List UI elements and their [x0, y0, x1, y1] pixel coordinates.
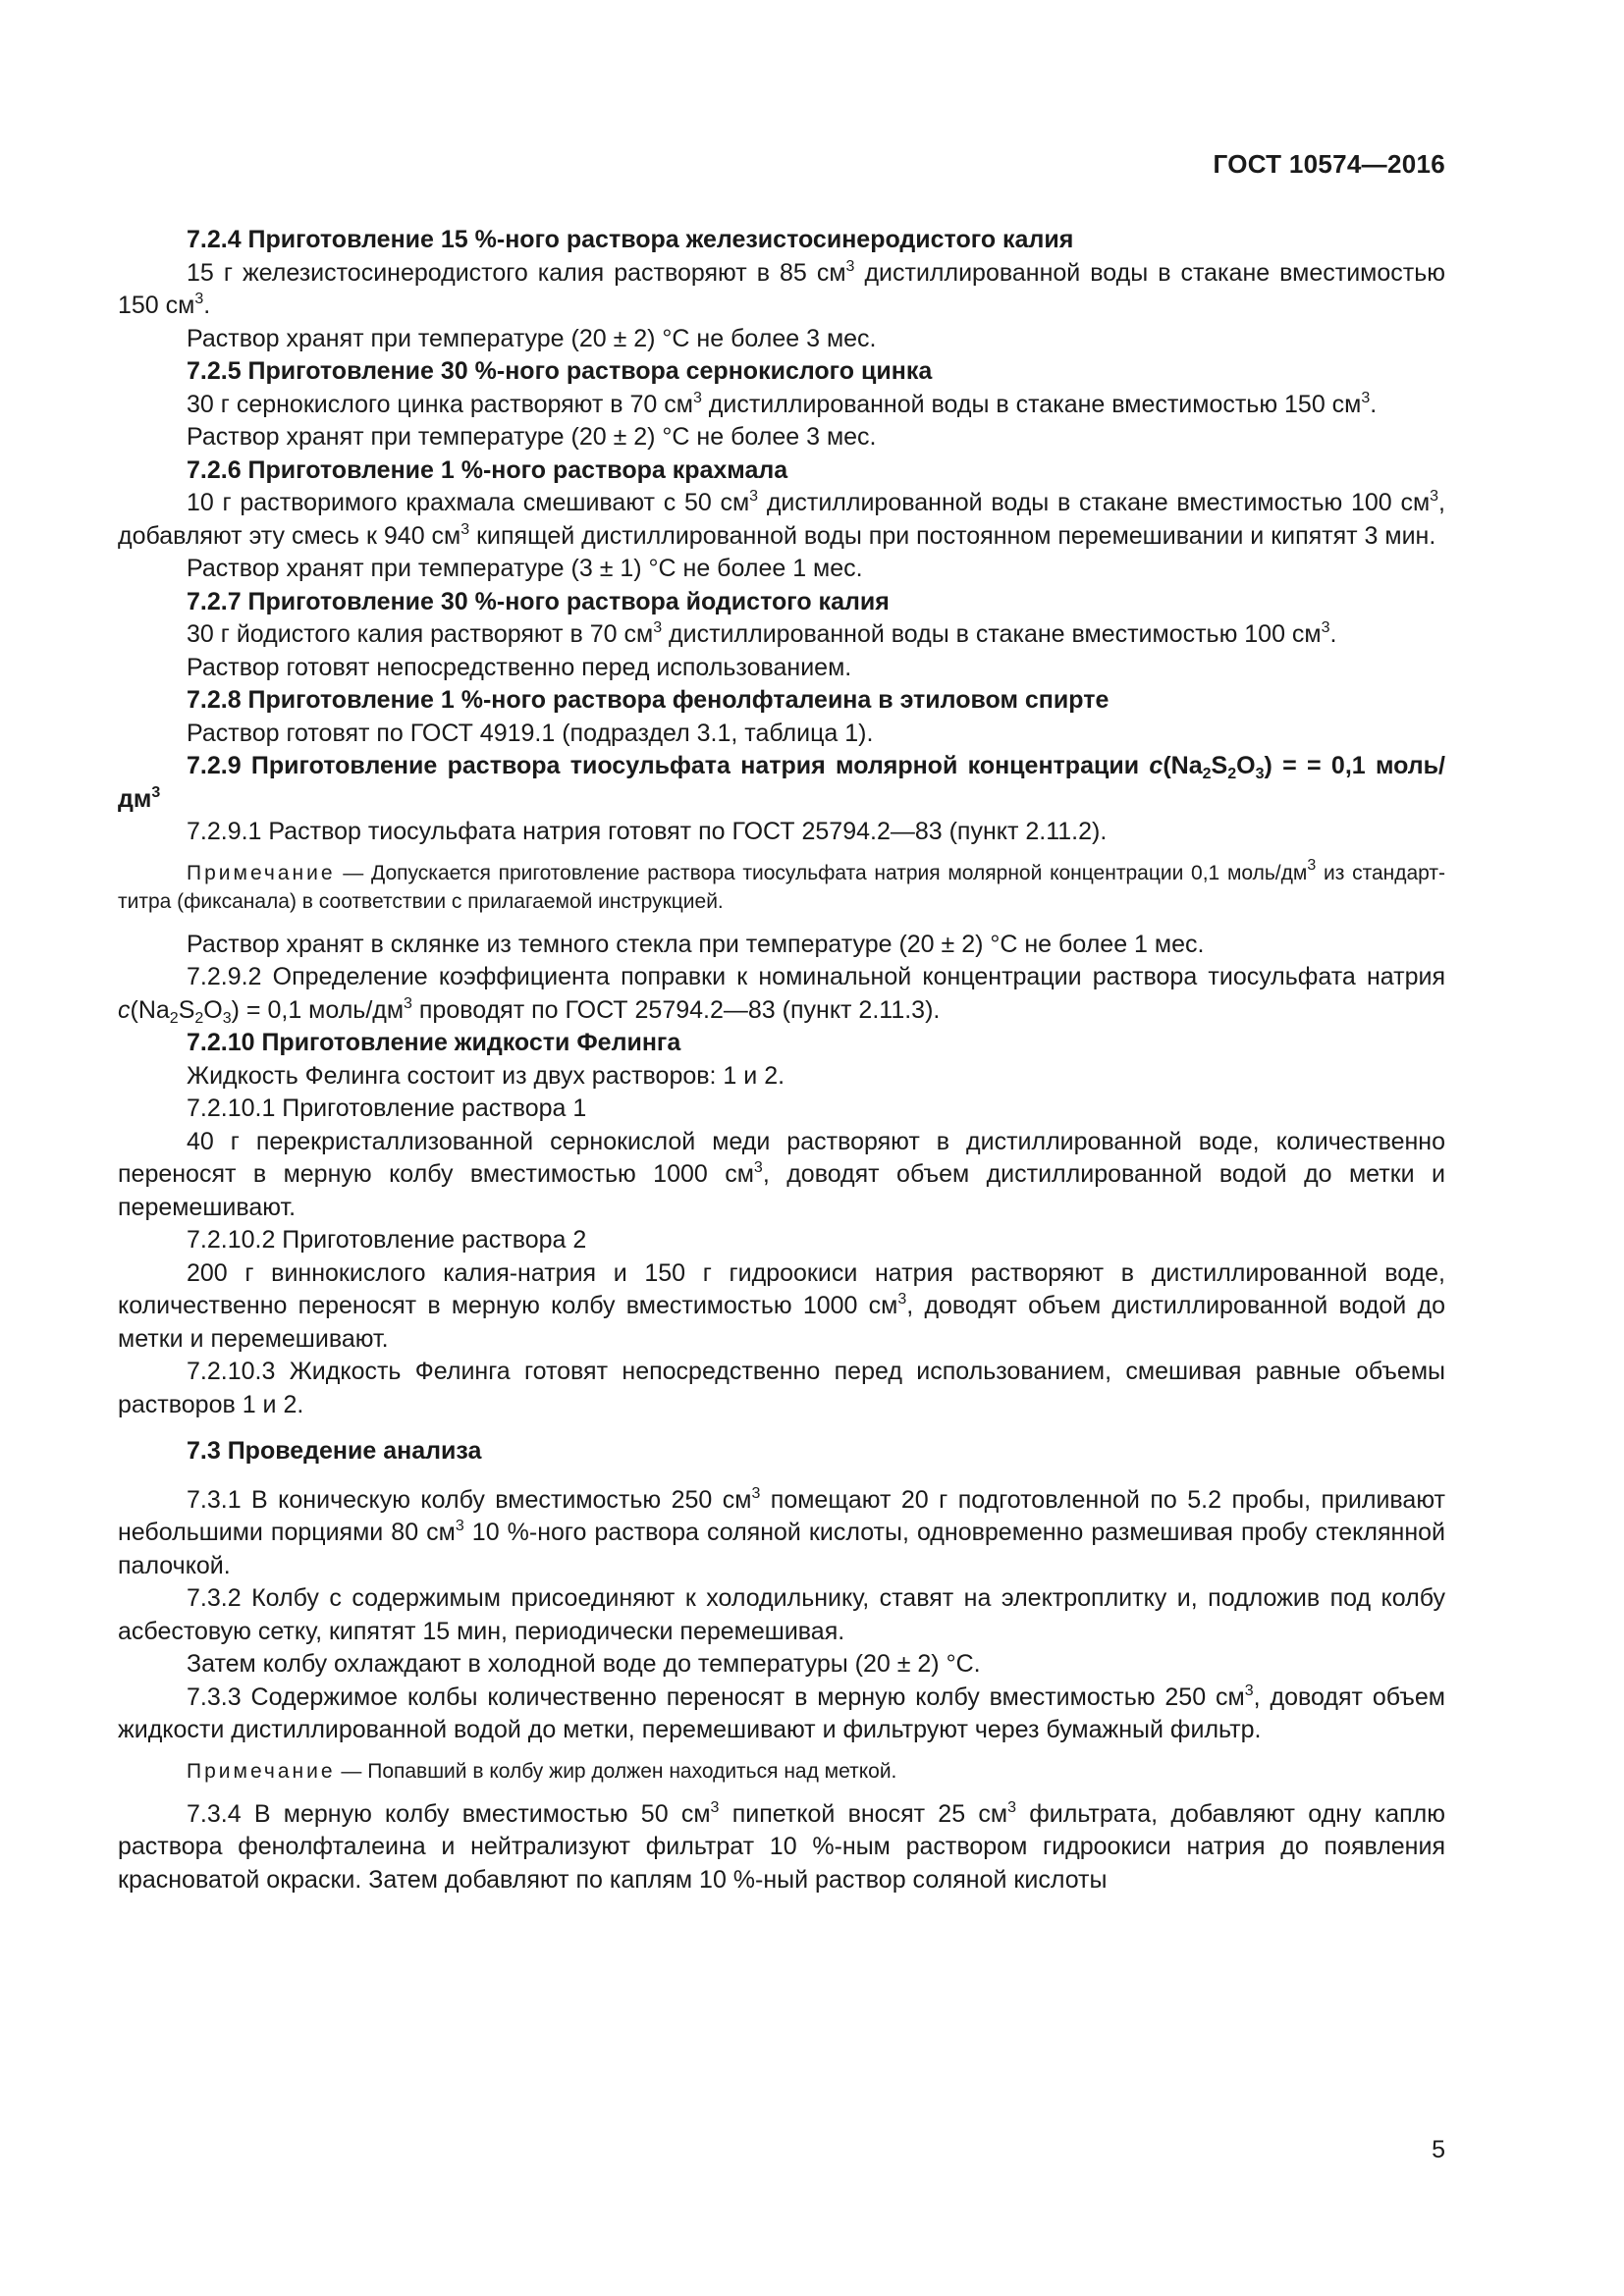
paragraph: Раствор хранят в склянке из темного стекла при температуре (20 ± 2) °С не более 1 мес. [187, 930, 1205, 958]
paragraph: Раствор хранят при температуре (3 ± 1) °С не более 1 мес. [187, 555, 863, 582]
note-label: Примечание [187, 1759, 336, 1783]
paragraph: 30 г йодистого калия растворяют в 70 $см^3$ дистиллированной воды в стакане вместимостью 100 $см^3$. [187, 619, 1337, 648]
note-label: Примечание [187, 861, 336, 884]
section-heading-7-2-8: 7.2.8 Приготовление 1 %-ного раствора фенолфталеина в этиловом спирте [187, 686, 1110, 714]
section-heading-7-2-5: 7.2.5 Приготовление 30 %-ного раствора сернокислого цинка [187, 357, 933, 385]
paragraph: Раствор хранят при температуре (20 ± 2) °С не более 3 мес. [187, 324, 877, 352]
section-heading-7-2-9: 7.2.9 Приготовление раствора тиосульфата натрия молярной концентрации $c(Na_2S_2O_3)$ = = 0,1 моль/$дм^3$ [118, 752, 1445, 813]
paragraph: 10 г растворимого крахмала смешивают с 50 $см^3$ дистиллированной воды в стакане вместимостью 100 $см^3$, добавляют эту смесь к 940 $см^3$ кипящей дистиллированной воды при постоянном перемешивании и кипятят 3 мин. [118, 488, 1445, 550]
paragraph: Раствор готовят непосредственно перед использованием. [187, 653, 852, 681]
section-heading-7-2-10: 7.2.10 Приготовление жидкости Фелинга [187, 1029, 681, 1056]
paragraph: 7.2.10.3 Жидкость Фелинга готовят непосредственно перед использованием, смешивая равные объемы растворов 1 и 2. [118, 1358, 1445, 1418]
section-heading-7-2-7: 7.2.7 Приготовление 30 %-ного раствора йодистого калия [187, 587, 890, 615]
paragraph: 7.3.1 В коническую колбу вместимостью 250 $см^3$ помещают 20 г подготовленной по 5.2 пробы, приливают небольшими порциями 80 $см^3$ 10 %-ного раствора соляной кислоты, одновременно размешивая пробу стеклянной палочкой. [118, 1484, 1445, 1579]
paragraph: 15 г железистосинеродистого калия растворяют в 85 $см^3$ дистиллированной воды в стакане вместимостью 150 $см^3$. [118, 257, 1445, 319]
paragraph: 30 г сернокислого цинка растворяют в 70 $см^3$ дистиллированной воды в стакане вместимостью 150 $см^3$. [187, 389, 1378, 418]
paragraph: Раствор хранят при температуре (20 ± 2) °С не более 3 мес. [187, 423, 877, 451]
section-heading-7-3: 7.3 Проведение анализа [187, 1437, 482, 1465]
paragraph: Затем колбу охлаждают в холодной воде до температуры (20 ± 2) °С. [187, 1650, 981, 1678]
section-heading-7-2-6: 7.2.6 Приготовление 1 %-ного раствора крахмала [187, 455, 788, 484]
paragraph: Раствор готовят по ГОСТ 4919.1 (подраздел 3.1, таблица 1). [187, 719, 874, 747]
paragraph: 200 г виннокислого калия-натрия и 150 г гидроокиси натрия растворяют в дистиллированной воде, количественно переносят в мерную колбу вместимостью 1000 $см^3$, доводят объем дистиллированной водой до метки и перемешивают. [118, 1258, 1445, 1353]
paragraph: 40 г перекристаллизованной сернокислой меди растворяют в дистиллированной воде, количественно переносят в мерную колбу вместимостью 1000 $см^3$, доводят объем дистиллированной водой до метки и перемешивают. [118, 1127, 1445, 1221]
document-id-header: ГОСТ 10574—2016 [1213, 149, 1445, 179]
paragraph: 7.2.9.2 Определение коэффициента поправки к номинальной концентрации раствора тиосульфата натрия $c(Na_2S_2O_3) = 0,1$ моль/$дм^3$ проводят по ГОСТ 25794.2—83 (пункт 2.11.3). [118, 963, 1445, 1027]
paragraph: 7.3.3 Содержимое колбы количественно переносят в мерную колбу вместимостью 250 $см^3$, доводят объем жидкости дистиллированной водой до метки, перемешивают и фильтруют через бумажный фильтр. [118, 1682, 1445, 1743]
paragraph: 7.2.9.1 Раствор тиосульфата натрия готовят по ГОСТ 25794.2—83 (пункт 2.11.2). [187, 818, 1108, 845]
page-number: 5 [1432, 2136, 1445, 2163]
paragraph: Жидкость Фелинга состоит из двух растворов: 1 и 2. [187, 1061, 785, 1090]
section-heading-7-2-4: 7.2.4 Приготовление 15 %-ного раствора железистосинеродистого калия [187, 226, 1074, 253]
paragraph: 7.3.4 В мерную колбу вместимостью 50 $см^3$ пипеткой вносят 25 $см^3$ фильтрата, добавляют одну каплю раствора фенолфталеина и нейтрализуют фильтрат 10 %-ным раствором гидроокиси натрия до появления красноватой окраски. Затем добавляют по каплям 10 %-ный раствор соляной кислоты [118, 1798, 1445, 1894]
note: Примечание — Допускается приготовление раствора тиосульфата натрия молярной концентрации 0,1 моль/$дм^3$ из стандарт-титра (фиксанала) в соответствии с прилагаемой инструкцией. [118, 856, 1445, 913]
paragraph: 7.2.10.2 Приготовление раствора 2 [187, 1226, 587, 1254]
paragraph: 7.2.10.1 Приготовление раствора 1 [187, 1095, 587, 1122]
note: Примечание — Попавший в колбу жир должен находиться над меткой. [187, 1759, 897, 1783]
document-body [118, 224, 1445, 1896]
paragraph: 7.3.2 Колбу с содержимым присоединяют к холодильнику, ставят на электроплитку и, подложив под колбу асбестовую сетку, кипятят 15 мин, периодически перемешивая. [118, 1584, 1445, 1645]
